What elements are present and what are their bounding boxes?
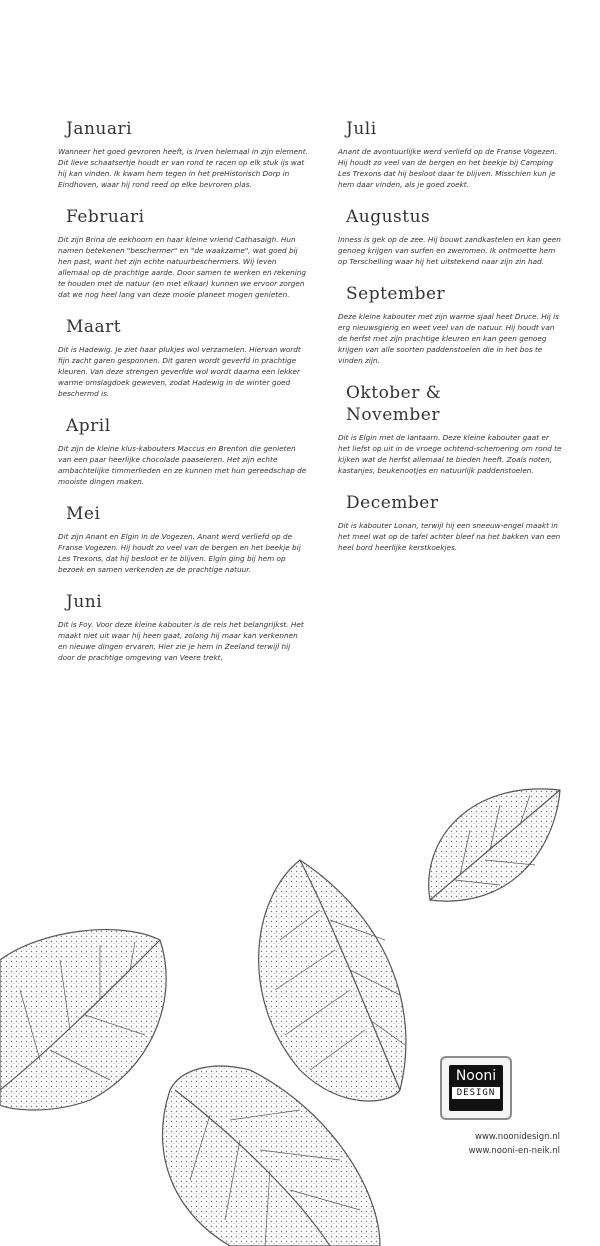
nooni-design-logo [440,1056,512,1120]
month-title: Juni [66,592,103,612]
logo-text-bottom: DESIGN [452,1087,500,1099]
month-text: Dit is Hadewig. Je ziet haar plukjes wol verzamelen. Hiervan wordt fijn zacht garen gesponnen. Dit garen wordt geverfd in prachtige kleuren. Van deze strengen geverfde wol wordt daarna een lekker warme omslagdoek geweven, zodat Hadewig in de winter goed beschermd is. [58,345,301,398]
month-title: April [66,416,111,436]
website-links [420,1130,560,1158]
month-maart [58,316,308,399]
month-december [338,492,563,553]
leaf-icon [0,930,166,1110]
logo-mark [449,1065,503,1111]
month-oktober-november [338,382,563,476]
month-title: Maart [66,317,122,337]
month-text: Dit zijn Brina de eekhoorn en haar kleine vriend Cathasaigh. Hun namen betekenen "beschermer" en "de waakzame", wat goed bij hen past, want het zijn echte natuurbeschermers. Wij leven allemaal op de prachtige aarde. Door samen te werken en rekening te houden met de natuur (en met elkaar) kunnen we ervoor zorgen dat we nog heel lang van deze mooie planeet mogen genieten. [58,235,307,299]
month-juli [338,118,563,190]
month-februari [58,206,308,300]
month-april [58,415,308,487]
month-text: Anant de avontuurlijke werd verliefd op de Franse Vogezen. Hij houdt zo veel van de bergen en het beekje bij Camping Les Trexons dat hij besloot daar te blijven. Misschien kun je hem daar vinden, als je goed zoekt. [338,147,557,189]
leaf-icon [429,789,560,901]
month-text: Dit is Foy. Voor deze kleine kabouter is de reis het belangrijkst. Het maakt niet uit waar hij heen gaat, zolang hij maar kan verkennen en nieuwe dingen ervaren. Hier zie je hem in Zeeland terwijl hij door de prachtige omgeving van Veere trekt. [58,620,304,662]
months-left-column [58,118,308,679]
month-title: September [346,284,446,304]
logo-text-top: Nooni [455,1068,497,1084]
month-title: Januari [66,119,133,139]
month-text: Inness is gek op de zee. Hij bouwt zandkastelen en kan geen genoeg krijgen van surfen en zwemmen. Ik ontmoette hem op Terschelling waar hij het uitstekend naar zijn zin had. [338,235,561,266]
website-link-nooni-en-neik[interactable]: www.nooni-en-neik.nl [468,1146,560,1156]
month-title: December [346,493,439,513]
month-text: Dit is Elgin met de lantaarn. Deze kleine kabouter gaat er het liefst op uit in de vroege ochtend-schemering om rond te kijken wat de herfst allemaal te bieden heeft. Zoals noten, kastanjes, beukenootjes en natuurlijk paddenstoelen. [338,433,562,475]
month-text: Dit is kabouter Lonan, terwijl hij een sneeuw-engel maakt in het meel wat op de tafel achter bleef na het bakken van een heel bord heerlijke kerstkoekjes. [338,521,561,552]
month-text: Wanneer het goed gevroren heeft, is Irven helemaal in zijn element. Dit lieve schaatsertje houdt er van rond te racen op elk stuk ijs wat hij kan vinden. Ik kwam hem tegen in het preHistorisch Dorp in Eindhoven, waar hij rond reed op elke bevroren plas. [58,147,308,189]
month-title: Oktober & November [346,383,442,425]
month-mei [58,503,308,575]
month-title: Juli [346,119,377,139]
month-text: Dit zijn Anant en Elgin in de Vogezen. Anant werd verliefd op de Franse Vogezen. Hij houdt zo veel van de bergen en het beekje bij Les Trexons, dat hij besloot er te blijven. Elgin ging bij hem op bezoek en samen verkenden ze de prachtige natuur. [58,532,301,574]
month-text: Dit zijn de kleine klus-kabouters Maccus en Brenton die genieten van een paar heerlijke chocolade paaseieren. Het zijn echte ambachtelijke timmerlieden en ze kunnen met hun gereedschap de mooiste dingen maken. [58,444,307,486]
month-title: Augustus [346,207,431,227]
month-text: Deze kleine kabouter met zijn warme sjaal heet Druce. Hij is erg nieuwsgierig en weet veel van de natuur. Hij houdt van de herfst met zijn prachtige kleuren en kan geen genoeg krijgen van alle soorten paddenstoelen die in het bos te vinden zijn. [338,312,559,365]
month-juni [58,591,308,663]
website-link-noonidesign[interactable]: www.noonidesign.nl [475,1132,560,1142]
month-augustus [338,206,563,267]
leaf-icon [259,860,406,1101]
month-title: Mei [66,504,101,524]
month-title: Februari [66,207,145,227]
months-right-column [338,118,563,569]
month-januari [58,118,308,190]
leaf-illustration [0,770,600,1246]
month-september [338,283,563,366]
